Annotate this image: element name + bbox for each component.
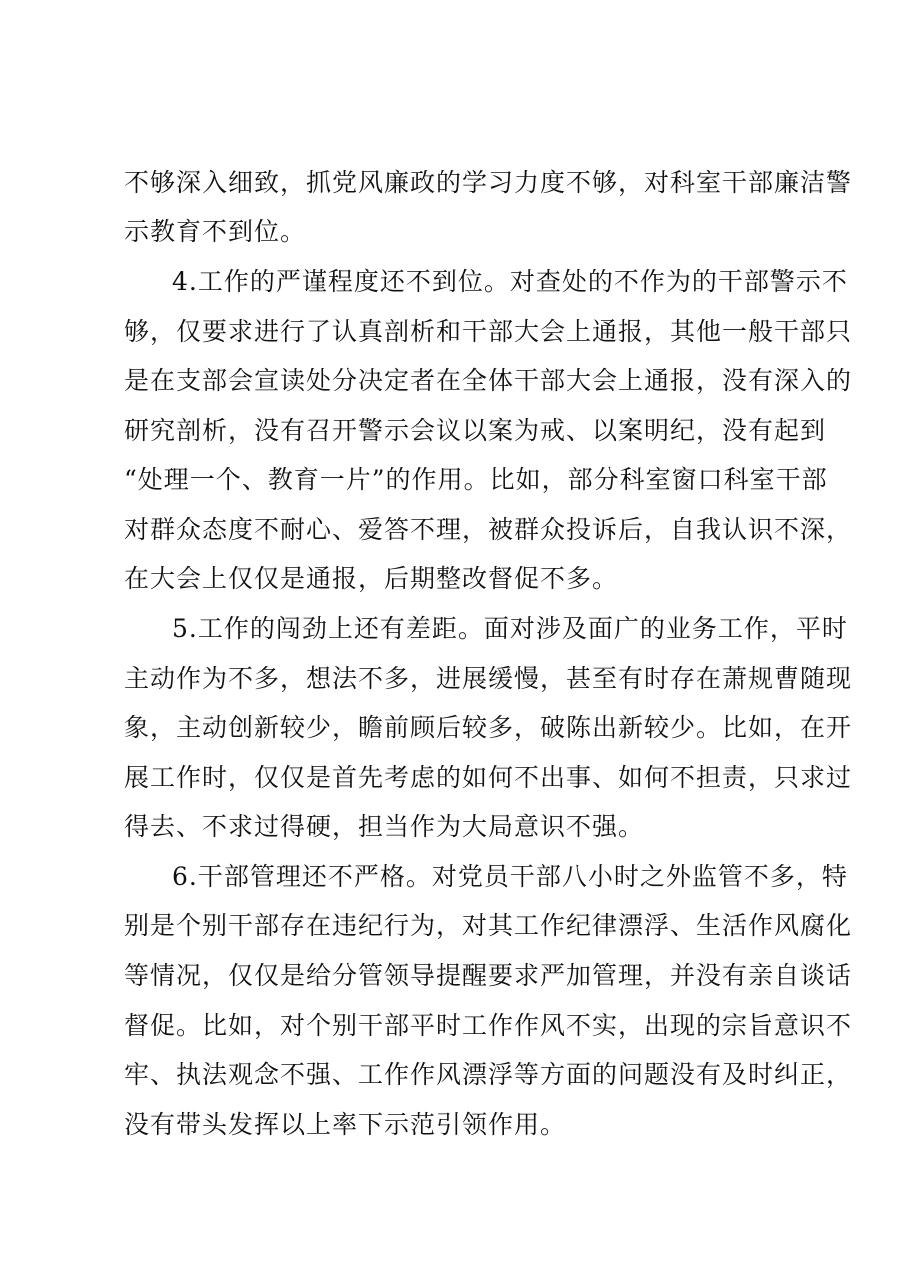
text-line: 在大会上仅仅是通报，后期整改督促不多。 xyxy=(124,564,619,593)
paragraph-5-heading-line: 5.工作的闯劲上还有差距。面对涉及面广的业务工作，平时 xyxy=(172,614,848,643)
text-line: 研究剖析，没有召开警示会议以案为戒、以案明纪，没有起到 xyxy=(124,416,827,445)
text-line: 对群众态度不耐心、爱答不理，被群众投诉后，自我认识不深， xyxy=(124,515,853,544)
text-line: 得去、不求过得硬，担当作为大局意识不强。 xyxy=(124,812,645,841)
text-line: 没有带头发挥以上率下示范引领作用。 xyxy=(124,1110,567,1139)
text-line: 示教育不到位。 xyxy=(124,217,307,246)
text-line: 主动作为不多，想法不多，进展缓慢，甚至有时存在萧规曹随现 xyxy=(124,664,853,693)
text-line: 展工作时，仅仅是首先考虑的如何不出事、如何不担责，只求过 xyxy=(124,763,853,792)
text-line: 是在支部会宣读处分决定者在全体干部大会上通报，没有深入的 xyxy=(124,366,853,395)
text-line: 等情况，仅仅是给分管领导提醒要求严加管理，并没有亲自谈话 xyxy=(124,961,853,990)
text-line: “处理一个、教育一片”的作用。比如，部分科室窗口科室干部 xyxy=(124,465,828,494)
paragraph-6-heading-line: 6.干部管理还不严格。对党员干部八小时之外监管不多，特 xyxy=(172,862,848,891)
text-line: 不够深入细致，抓党风廉政的学习力度不够，对科室干部廉洁警 xyxy=(124,168,853,197)
text-line: 别是个别干部存在违纪行为，对其工作纪律漂浮、生活作风腐化 xyxy=(124,911,853,940)
paragraph-4-heading-line: 4.工作的严谨程度还不到位。对查处的不作为的干部警示不 xyxy=(172,267,848,296)
text-line: 够，仅要求进行了认真剖析和干部大会上通报，其他一般干部只 xyxy=(124,317,853,346)
text-line: 牢、执法观念不强、工作作风漂浮等方面的问题没有及时纠正， xyxy=(124,1060,853,1089)
text-line: 督促。比如，对个别干部平时工作作风不实，出现的宗旨意识不 xyxy=(124,1011,853,1040)
text-line: 象，主动创新较少，瞻前顾后较多，破陈出新较少。比如，在开 xyxy=(124,713,853,742)
